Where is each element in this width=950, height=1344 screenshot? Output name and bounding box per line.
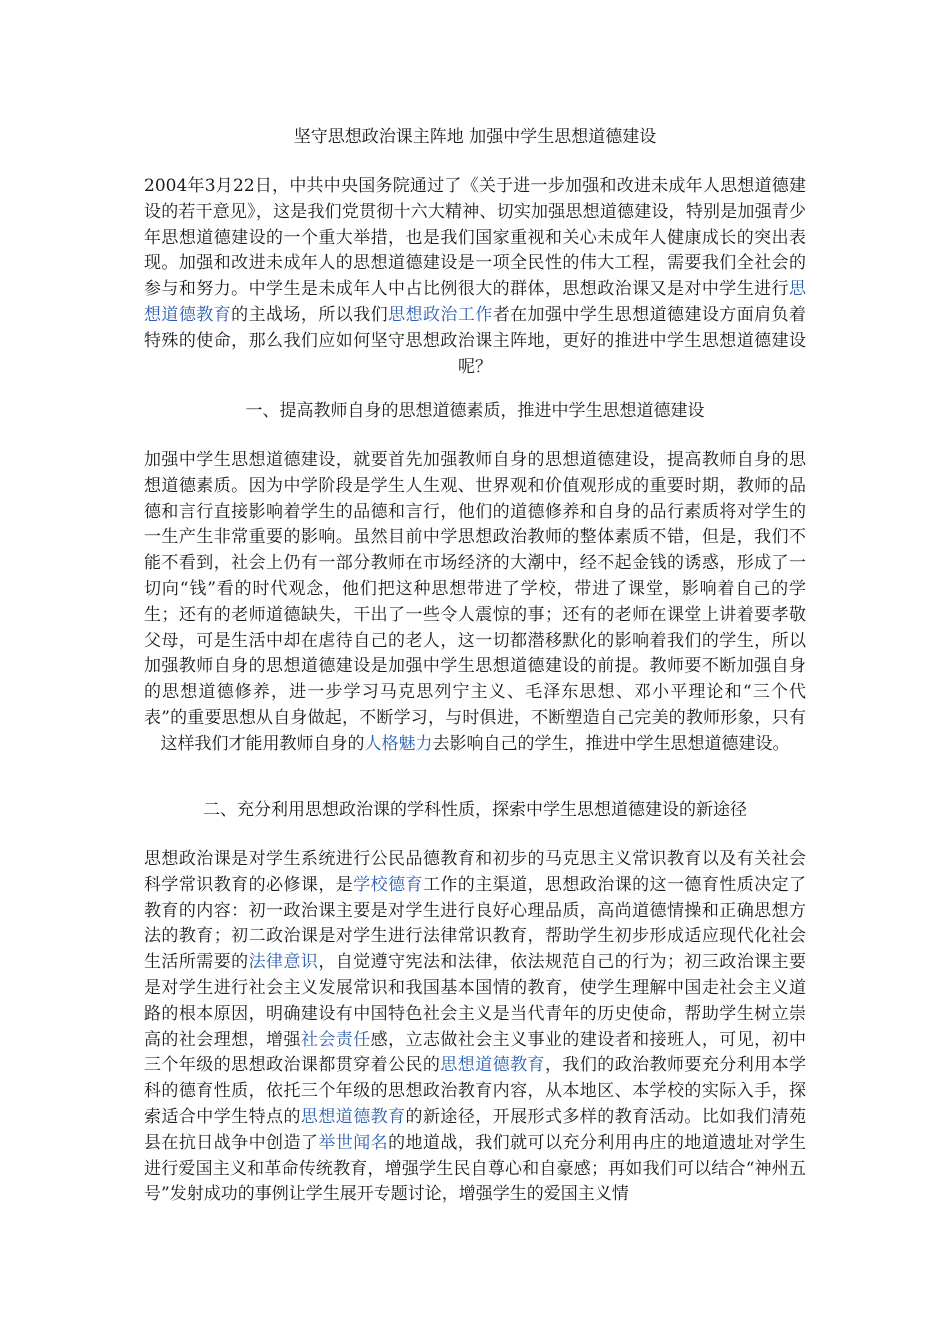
text-run: 加强中学生思想道德建设，就要首先加强教师自身的思想道德建设，提高教师自身的思想道德素质。因为中学阶段是学生人生观、世界观和价值观形成的重要时期，教师的品德和言行直接影响着学生的品德和言行，他们的道德修养和自身的品行素质将对学生的一生产生非常重要的影响。虽然目前中学思想政治教师的整体素质不错，但是，我们不能不看到，社会上仍有一部分教师在市场经济的大潮中，经不起金钱的诱惑，形成了一切向“钱”看的时代观念，他们把这种思想带进了学校，带进了课堂，影响着自己的学生；还有的老师道德缺失，干出了一些令人震惊的事；还有的老师在课堂上讲着要孝敬父母，可是生活中却在虐待自己的老人，这一切都潜移默化的影响着我们的学生，所以加强教师自身的思想道德建设是加强中学生思想道德建设的前提。教师要不断加强自身的思想道德修养，进一步学习马克思列宁主义、毛泽东思想、邓小平理论和“三个代表”的重要思想从自身做起，不断学习，与时俱进，不断塑造自己完美的教师形象，只有这样我们才能用教师自身的: [144, 450, 806, 754]
text-run: 的新途径，开展形式多样的教育活动。比如我们清苑县在抗日战争中创造了: [144, 1106, 806, 1153]
text-run: 者在加强中学生思想道德建设方面肩负着特殊的使命，那么我们应如何坚守思想政治课主阵地，更好的推进中学生思想道德建设呢？: [144, 304, 807, 377]
section-1-paragraph: [144, 448, 806, 758]
text-run: ，自觉遵守宪法和法律，依法规范自己的行为；初三政治课主要是对学生进行社会主义发展常识和我国基本国情的教育，使学生理解中国走社会主义道路的根本原因，明确建设有中国特色社会主义是当代青年的历史使命，帮助学生树立崇高的社会理想，增强: [144, 952, 806, 1050]
text-run: ，我们的政治教师要充分利用本学科的德育性质，依托三个年级的思想政治教育内容，从本地区、本学校的实际入手，探索适合中学生特点的: [144, 1055, 806, 1127]
section-heading-1: 一、提高教师自身的思想道德素质，推进中学生思想道德建设: [245, 401, 705, 421]
text-run: 去影响自己的学生，推进中学生思想道德建设。: [432, 733, 790, 754]
link-world-famous[interactable]: 举世闻名: [318, 1132, 389, 1153]
link-ideological-moral-education-2[interactable]: 思想道德教育: [440, 1055, 545, 1076]
text-run: 工作的主渠道，思想政治课的这一德育性质决定了教育的内容：初一政治课主要是对学生进行良好心理品质，高尚道德情操和正确思想方法的教育；初二政治课是对学生进行法律常识教育，帮助学生初步形成适应现代化社会生活所需要的: [144, 874, 806, 973]
link-ideological-moral-education[interactable]: 思想道德教育: [144, 279, 806, 325]
text-run: 思想政治课是对学生系统进行公民品德教育和初步的马克思主义常识教育以及有关社会科学常识教育的必修课，是: [144, 849, 806, 895]
link-school-moral-education[interactable]: 学校德育: [353, 874, 423, 895]
link-ideological-political-work[interactable]: 思想政治工作: [388, 304, 493, 325]
text-run: 感，立志做社会主义事业的建设者和接班人，可见，初中三个年级的思想政治课都贯穿着公民的: [144, 1029, 806, 1076]
section-2-paragraph: [144, 847, 806, 1227]
link-social-responsibility[interactable]: 社会责任: [300, 1029, 371, 1050]
link-legal-awareness[interactable]: 法律意识: [248, 952, 319, 973]
text-run: 的主战场，所以我们: [231, 304, 389, 325]
intro-paragraph: [144, 174, 806, 380]
link-personal-charm[interactable]: 人格魅力: [364, 733, 433, 754]
link-ideological-moral-education-3[interactable]: 思想道德教育: [300, 1106, 406, 1127]
text-run: 2004年3月22日，中共中央国务院通过了《关于进一步加强和改进未成年人思想道德建设的若干意见》，这是我们党贯彻十六大精神、切实加强思想道德建设，特别是加强青少年思想道德建设的一个重大举措，也是我们国家重视和关心未成年人健康成长的突出表现。加强和改进未成年人的思想道德建设是一项全民性的伟大工程，需要我们全社会的参与和努力。中学生是未成年人中占比例很大的群体，思想政治课又是对中学生进行: [144, 176, 806, 300]
text-run: 的地道战，我们就可以充分利用冉庄的地道遗址对学生进行爱国主义和革命传统教育，增强学生民自尊心和自豪感；再如我们可以结合“神州五号”发射成功的事例让学生展开专题讨论，增强学生的爱国主义情: [144, 1132, 806, 1205]
document-title: 坚守思想政治课主阵地 加强中学生思想道德建设: [293, 127, 657, 147]
section-heading-2: 二、充分利用思想政治课的学科性质，探索中学生思想道德建设的新途径: [203, 800, 747, 820]
